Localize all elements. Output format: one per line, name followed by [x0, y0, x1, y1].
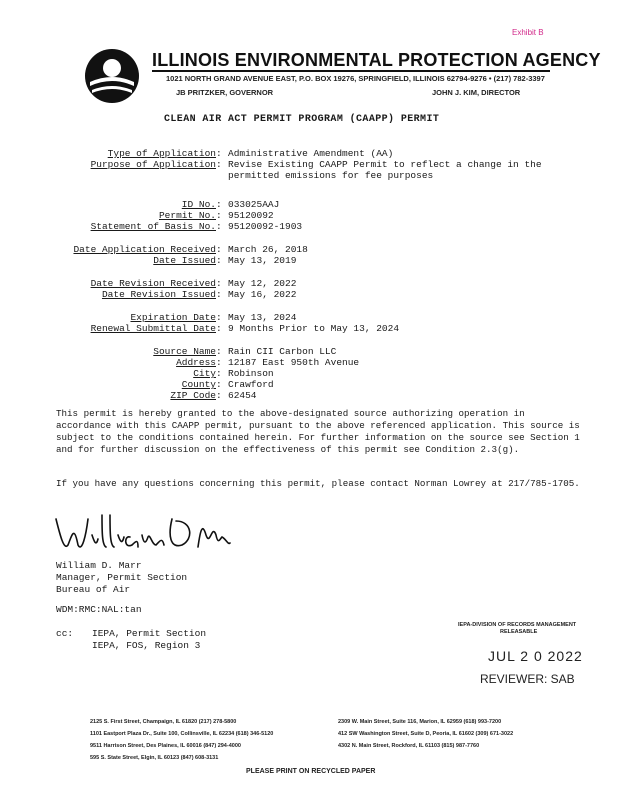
field-label: Statement of Basis No.: [90, 221, 216, 232]
cc-recipient: IEPA, Permit Section: [92, 628, 207, 639]
signer-name: William D. Marr: [56, 560, 142, 571]
governor-name: JB PRITZKER, GOVERNOR: [176, 88, 274, 97]
field-value: Rain CII Carbon LLC: [228, 346, 337, 357]
signature-block: [56, 560, 187, 596]
field-label: Date Application Received: [73, 244, 216, 255]
header-rule: [152, 70, 550, 72]
field-value: March 26, 2018: [228, 244, 308, 255]
handwritten-signature: [52, 505, 232, 561]
footer-office: 9511 Harrison Street, Des Plaines, IL 60016 (847) 294-4000: [90, 743, 241, 749]
field-value: 95120092: [228, 210, 274, 221]
permit-fields: [40, 148, 600, 401]
records-stamp-line-1: IEPA-DIVISION OF RECORDS MANAGEMENT: [458, 622, 577, 628]
field-label: ID No.: [181, 199, 216, 210]
field-label: ZIP Code: [170, 390, 216, 401]
field-city: City : Robinson: [40, 368, 600, 379]
field-label: City: [193, 368, 216, 379]
footer-offices-left: [90, 716, 273, 764]
field-value: May 12, 2022: [228, 278, 297, 289]
field-value: Robinson: [228, 368, 274, 379]
document-title: CLEAN AIR ACT PERMIT PROGRAM (CAAPP) PERMIT: [164, 114, 440, 125]
records-stamp-reviewer: REVIEWER: SAB: [480, 672, 575, 686]
field-label: Purpose of Application: [90, 159, 216, 170]
iepa-logo-icon: [84, 48, 140, 104]
permit-grant-paragraph: This permit is hereby granted to the above-designated source authorizing operation in accordance with this CAAPP permit, pursuant to the above referenced application. This source is subject to the conditions contained herein. For further information on the source see Section 1 and for further discussion on the effectiveness of this permit see Condition 2.3(g).: [56, 408, 580, 455]
records-stamp-line-2: RELEASABLE: [500, 629, 538, 635]
agency-name: ILLINOIS ENVIRONMENTAL PROTECTION AGENCY: [152, 50, 601, 70]
field-label: Address: [176, 357, 216, 368]
field-value: 9 Months Prior to May 13, 2024: [228, 323, 400, 334]
field-value: May 13, 2019: [228, 255, 297, 266]
field-label: Renewal Submittal Date: [90, 323, 216, 334]
recycled-paper-note: PLEASE PRINT ON RECYCLED PAPER: [246, 768, 376, 775]
field-type-of-application: Type of Application : Administrative Amendment (AA): [40, 148, 600, 159]
field-value: Revise Existing CAAPP Permit to reflect a change in the permitted emissions for fee purposes: [228, 159, 542, 181]
field-zip-code: ZIP Code : 62454: [40, 390, 600, 401]
field-label: Source Name: [153, 346, 216, 357]
field-value: 95120092-1903: [228, 221, 303, 232]
signer-bureau: Bureau of Air: [56, 584, 131, 595]
field-value: 62454: [228, 390, 257, 401]
field-label: Date Revision Issued: [101, 289, 216, 300]
field-address: Address : 12187 East 950th Avenue: [40, 357, 600, 368]
field-value: 12187 East 950th Avenue: [228, 357, 360, 368]
footer-office: 412 SW Washington Street, Suite D, Peoria, IL 61602 (309) 671-3022: [338, 731, 514, 737]
field-label: County: [181, 379, 216, 390]
field-expiration-date: Expiration Date : May 13, 2024: [40, 312, 600, 323]
footer-office: 2309 W. Main Street, Suite 116, Marion, IL 62959 (618) 993-7200: [338, 719, 502, 725]
field-label: Type of Application: [107, 148, 216, 159]
reference-initials: WDM:RMC:NAL:tan: [56, 604, 142, 615]
field-date-application-received: Date Application Received : March 26, 2018: [40, 244, 600, 255]
field-id-no: ID No. : 033025AAJ: [40, 199, 600, 210]
field-value: May 16, 2022: [228, 289, 297, 300]
field-value: Administrative Amendment (AA): [228, 148, 394, 159]
field-label: Permit No.: [158, 210, 216, 221]
field-date-revision-received: Date Revision Received : May 12, 2022: [40, 278, 600, 289]
footer-office: 595 S. State Street, Elgin, IL 60123 (847) 608-3131: [90, 755, 219, 761]
footer-office: 2125 S. First Street, Champaign, IL 61820 (217) 278-5800: [90, 719, 237, 725]
footer-office: 4302 N. Main Street, Rockford, IL 61103 (815) 987-7760: [338, 743, 480, 749]
agency-address: 1021 NORTH GRAND AVENUE EAST, P.O. BOX 19276, SPRINGFIELD, ILLINOIS 62794-9276 • (217) 782-3397: [166, 74, 545, 83]
field-value: 033025AAJ: [228, 199, 280, 210]
field-county: County : Crawford: [40, 379, 600, 390]
director-name: JOHN J. KIM, DIRECTOR: [432, 88, 521, 97]
field-statement-of-basis-no: Statement of Basis No. : 95120092-1903: [40, 221, 600, 232]
contact-paragraph: If you have any questions concerning this permit, please contact Norman Lowrey at 217/785-1705.: [56, 478, 580, 489]
exhibit-tag: Exhibit B: [512, 28, 544, 37]
footer-offices-right: [338, 716, 513, 752]
field-source-name: Source Name : Rain CII Carbon LLC: [40, 346, 600, 357]
field-permit-no: Permit No. : 95120092: [40, 210, 600, 221]
field-purpose-of-application: Purpose of Application : Revise Existing CAAPP Permit to reflect a change in the permitted emissions for fee purposes: [40, 159, 600, 181]
cc-label: cc:: [56, 628, 74, 639]
cc-list: [56, 628, 206, 652]
field-date-issued: Date Issued : May 13, 2019: [40, 255, 600, 266]
field-date-revision-issued: Date Revision Issued : May 16, 2022: [40, 289, 600, 300]
field-value: May 13, 2024: [228, 312, 297, 323]
footer-office: 1101 Eastport Plaza Dr., Suite 100, Collinsville, IL 62234 (618) 346-5120: [90, 731, 274, 737]
records-stamp-date: JUL 2 0 2022: [488, 648, 583, 664]
field-label: Date Issued: [153, 255, 216, 266]
field-label: Date Revision Received: [90, 278, 216, 289]
field-renewal-submittal-date: Renewal Submittal Date : 9 Months Prior to May 13, 2024: [40, 323, 600, 334]
field-value: Crawford: [228, 379, 274, 390]
cc-recipient: IEPA, FOS, Region 3: [92, 640, 201, 651]
signer-title: Manager, Permit Section: [56, 572, 188, 583]
field-label: Expiration Date: [130, 312, 216, 323]
